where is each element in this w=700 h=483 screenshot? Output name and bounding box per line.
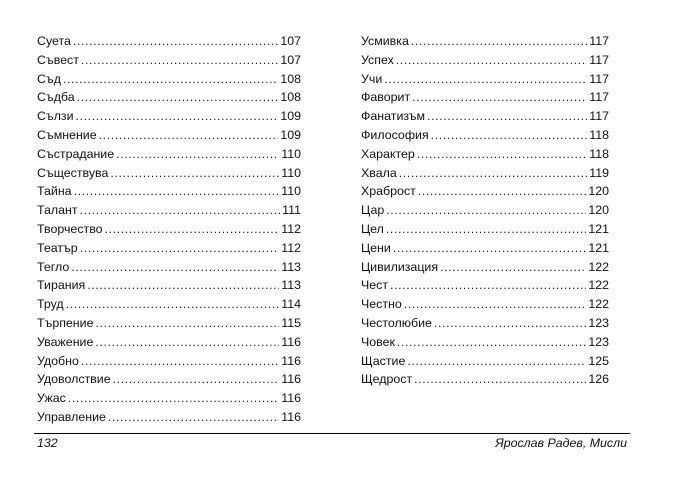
index-entry: [361, 295, 609, 314]
index-entry: [361, 51, 609, 70]
index-entry: [361, 276, 609, 295]
dot-leader: [384, 70, 587, 89]
index-entry: [361, 314, 609, 333]
dot-leader: [431, 126, 588, 145]
index-page-number: 107: [280, 34, 301, 48]
index-term: Храброст: [361, 184, 416, 199]
index-term: Честолюбие: [361, 315, 432, 330]
dot-leader: [108, 408, 279, 427]
index-page-number: 116: [281, 391, 301, 406]
dot-leader: [110, 164, 279, 183]
index-term: Съд: [37, 71, 61, 86]
index-page-number: 117: [589, 52, 609, 67]
index-page-number: 121: [588, 221, 609, 236]
index-term: Фанатизъм: [361, 109, 426, 124]
footer-page-number: 132: [37, 436, 58, 450]
index-page-number: 109: [280, 109, 301, 124]
index-entry: [37, 333, 301, 352]
index-page-number: 117: [589, 90, 609, 105]
index-term: Съмнение: [37, 127, 97, 142]
index-term: Хвала: [361, 165, 397, 180]
dot-leader: [404, 295, 587, 314]
index-term: Удоволствие: [37, 372, 111, 387]
index-term: Сълзи: [37, 109, 74, 124]
index-term: Цивилизация: [361, 259, 439, 274]
dot-leader: [80, 201, 281, 220]
index-entry: [37, 314, 301, 333]
index-term: Състрадание: [37, 146, 115, 161]
index-page-number: 120: [588, 184, 609, 199]
index-term: Талант: [37, 203, 78, 218]
index-entry: [37, 32, 301, 51]
index-term: Съществува: [37, 165, 109, 180]
index-entry: [361, 32, 609, 51]
index-term: Чест: [361, 278, 389, 293]
index-page-number: 113: [281, 278, 301, 293]
index-page-number: 112: [281, 221, 301, 236]
dot-leader: [68, 389, 279, 408]
index-entry: [361, 201, 609, 220]
dot-leader: [427, 107, 587, 126]
index-entry: [361, 145, 609, 164]
index-page-number: 112: [281, 240, 301, 255]
index-entry: [361, 126, 609, 145]
index-term: Щастие: [361, 353, 406, 368]
index-page-number: 116: [281, 372, 301, 387]
index-page-number: 116: [281, 353, 301, 368]
index-term: Философия: [361, 127, 429, 142]
index-page-number: 118: [589, 146, 609, 161]
index-entry: [37, 276, 301, 295]
dot-leader: [74, 182, 280, 201]
dot-leader: [399, 164, 588, 183]
index-page-number: 118: [589, 127, 609, 142]
index-page-number: 108: [280, 90, 301, 105]
dot-leader: [411, 32, 587, 51]
index-term: Управление: [37, 409, 106, 424]
index-entry: [361, 352, 609, 371]
index-page-number: 108: [280, 71, 301, 86]
index-entry: [361, 70, 609, 89]
dot-leader: [76, 107, 279, 126]
index-term: Честно: [361, 297, 402, 312]
dot-leader: [71, 258, 279, 277]
index-entry: [37, 164, 301, 183]
index-entry: [37, 239, 301, 258]
index-term: Ужас: [37, 391, 66, 406]
index-term: Цел: [361, 221, 384, 236]
index-entry: [37, 126, 301, 145]
dot-leader: [414, 370, 586, 389]
index-entry: [361, 258, 609, 277]
dot-leader: [116, 145, 279, 164]
index-entry: [361, 220, 609, 239]
index-page-number: 107: [280, 52, 301, 67]
dot-leader: [418, 182, 587, 201]
dot-leader: [397, 333, 586, 352]
index-page-number: 119: [589, 165, 609, 180]
index-entry: [37, 88, 301, 107]
index-entry: [37, 107, 301, 126]
index-page-number: 110: [281, 146, 301, 161]
dot-leader: [95, 333, 279, 352]
index-term: Суета: [37, 34, 71, 48]
index-entry: [37, 389, 301, 408]
index-term: Уважение: [37, 334, 94, 349]
index-entry: [37, 220, 301, 239]
dot-leader: [81, 51, 278, 70]
index-column-right: [361, 32, 609, 389]
index-entry: [361, 164, 609, 183]
index-page-number: 116: [281, 409, 301, 424]
dot-leader: [396, 51, 587, 70]
dot-leader: [87, 276, 279, 295]
index-page-number: 109: [280, 127, 301, 142]
index-entry: [361, 182, 609, 201]
index-term: Театър: [37, 240, 78, 255]
index-entry: [37, 145, 301, 164]
index-page-number: 122: [588, 297, 609, 312]
index-column-left: [37, 32, 301, 427]
index-term: Търпение: [37, 315, 94, 330]
dot-leader: [105, 220, 280, 239]
index-entry: [37, 258, 301, 277]
index-entry: [37, 70, 301, 89]
index-entry: [37, 352, 301, 371]
dot-leader: [63, 70, 278, 89]
dot-leader: [73, 32, 278, 51]
index-term: Фаворит: [361, 90, 411, 105]
dot-leader: [80, 239, 280, 258]
dot-leader: [393, 239, 586, 258]
dot-leader: [390, 276, 586, 295]
index-entry: [37, 182, 301, 201]
dot-leader: [99, 126, 279, 145]
index-page-number: 116: [281, 334, 301, 349]
index-term: Човек: [361, 334, 395, 349]
index-term: Цар: [361, 203, 385, 218]
index-page-number: 110: [281, 165, 301, 180]
dot-leader: [81, 352, 279, 371]
dot-leader: [434, 314, 586, 333]
index-page-number: 115: [281, 315, 301, 330]
dot-leader: [386, 201, 586, 220]
dot-leader: [440, 258, 586, 277]
index-page-number: 117: [589, 34, 609, 48]
index-entry: [361, 370, 609, 389]
dot-leader: [386, 220, 586, 239]
index-page-number: 126: [588, 372, 609, 387]
index-term: Съдба: [37, 90, 75, 105]
index-page-number: 122: [588, 259, 609, 274]
index-term: Творчество: [37, 221, 103, 236]
dot-leader: [412, 88, 587, 107]
index-term: Тайна: [37, 184, 72, 199]
index-entry: [37, 370, 301, 389]
footer-rule: [34, 433, 630, 434]
dot-leader: [95, 314, 279, 333]
index-page-number: 120: [588, 203, 609, 218]
footer-book-title: Ярослав Радев, Мисли: [495, 436, 627, 450]
index-page-number: 110: [281, 184, 301, 199]
index-entry: [361, 239, 609, 258]
index-entry: [361, 107, 609, 126]
index-entry: [361, 333, 609, 352]
index-page-number: 113: [281, 259, 301, 274]
index-term: Успех: [361, 52, 394, 67]
index-term: Тирания: [37, 278, 86, 293]
index-page-number: 111: [282, 203, 301, 218]
index-term: Цени: [361, 240, 391, 255]
index-term: Усмивка: [361, 34, 409, 48]
index-page-number: 123: [588, 315, 609, 330]
dot-leader: [113, 370, 280, 389]
index-page-number: 122: [588, 278, 609, 293]
index-page-number: 114: [281, 297, 301, 312]
index-term: Тегло: [37, 259, 70, 274]
index-term: Удобно: [37, 353, 79, 368]
index-page-number: 123: [588, 334, 609, 349]
dot-leader: [66, 295, 280, 314]
index-entry: [37, 295, 301, 314]
index-term: Труд: [37, 297, 64, 312]
index-page-number: 125: [588, 353, 609, 368]
index-page-number: 121: [588, 240, 609, 255]
index-term: Съвест: [37, 52, 79, 67]
index-entry: [361, 88, 609, 107]
dot-leader: [417, 145, 587, 164]
index-term: Характер: [361, 146, 415, 161]
index-page-number: 117: [589, 109, 609, 124]
index-entry: [37, 201, 301, 220]
index-entry: [37, 408, 301, 427]
index-entry: [37, 51, 301, 70]
index-page-number: 117: [589, 71, 609, 86]
index-term: Учи: [361, 71, 383, 86]
dot-leader: [407, 352, 586, 371]
dot-leader: [77, 88, 279, 107]
index-term: Щедрост: [361, 372, 413, 387]
